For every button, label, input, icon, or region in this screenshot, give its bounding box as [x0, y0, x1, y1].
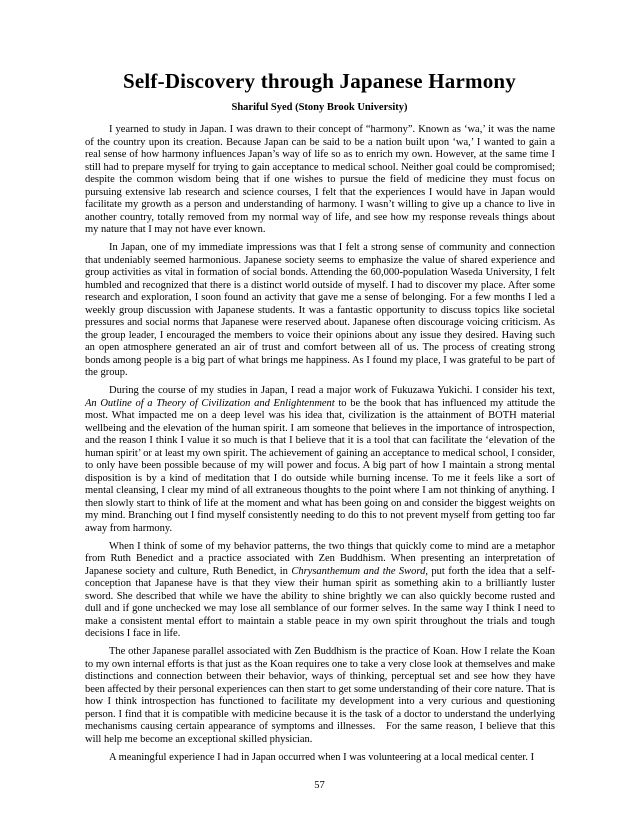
paragraph-text: , put forth the idea that a self-conception that Japanese have is that they view their human spirit as something akin to a brilliantly luster sword. She described that while we have the ability to shine brightly we can also quickly become rusted and dull and if gone unchecked we may lose all semblance of our former selves. In the same way I think I need to make a consistent mental effort to maintain a stable peace in my own spirit throughout the trials and tough decisions I face in life.: [85, 565, 555, 639]
paragraph-text: I yearned to study in Japan. I was drawn to their concept of “harmony”. Known as ‘wa,’ it was the name of the country upon its creation. Because Japan can be said to be a nation built upon ‘wa,’ I wanted to gain a real sense of how harmony influences Japan’s way of life so as to enrich my own. However, at the same time I still had to prepare myself for trying to gain acceptance to medical school. Neither goal could be compromised; despite the common wisdom being that if one wishes to pursue the field of medicine they must focus on pursuing extensive lab research and science courses, I felt that the experiences I would have in Japan would facilitate my growth as a person and understanding of harmony. I wasn’t willing to give up a chance to live in another country, totally removed from my normal way of life, and see how my response reveals things about my nature that I may not have ever known.: [85, 124, 555, 235]
document-body: [85, 124, 555, 770]
paragraph-text: The other Japanese parallel associated with Zen Buddhism is the practice of Koan. How I relate the Koan to my own internal efforts is that just as the Koan requires one to take a very close look at themselves and make distinctions and connection between their behavior, ways of thinking, perceptual set and see how they have been affected by their personal experiences can then start to get some understanding of their core nature. That is how I think introspection has functioned to facilitate my development into a very curious and questioning person. I find that it is compatible with medicine because it is the task of a doctor to understand the underlying mechanisms causing certain appearance of symptoms and illnesses. For the same reason, I believe that this will help me become an exceptional skilled physician.: [85, 646, 555, 745]
author-line: Shariful Syed (Stony Brook University): [231, 102, 408, 113]
paragraph-text: During the course of my studies in Japan, I read a major work of Fukuzawa Yukichi. I consider his text,: [109, 385, 555, 396]
paragraph-text: to be the book that has influenced my attitude the most. What impacted me on a deep level was his idea that, civilization is the attainment of BOTH material wellbeing and the elevation of the human spirit. I am someone that believes in the importance of introspection, and the reason I think I value it so much is that I believe that it is a tool that can facilitate the ‘elevation of the human spirit’ or at least my own spirit. The achievement of gaining an acceptance to medical school, I consider, to only have been possible because of my will power and focus. A big part of how I maintain a strong mental disposition is by a kind of meditation that I do outside while burning incense. To me it feels like a sort of mental cleansing, I clear my mind of all extraneous thoughts to the point where I am not thinking of anything. I then slowly start to think of life at the moment and what has been going on and consider the biggest weights on my mind. Branching out I find myself consistently needing to do this to not prevent myself from getting too far away from harmony.: [85, 397, 555, 534]
paragraph-3: [85, 385, 555, 535]
paragraph-text: In Japan, one of my immediate impressions was that I felt a strong sense of community and connection that undeniably seemed harmonious. Japanese society seems to emphasize the value of shared experience and group activities as vital in formation of social bonds. Attending the 60,000-population Waseda University, I felt humbled and recognized that there is a distinct world outside of myself. I had to discover my place. After some research and exploration, I soon found an activity that gave me a sense of belonging. For a few months I led a weekly group discussion with Japanese students. It was a fantastic opportunity to discuss topics like societal pressures and social norms that Japanese were reserved about. Japanese often discourage voicing criticism. As the group leader, I encouraged the members to voice their opinions about any issue they desired. Having such an open atmosphere generated an air of trust and comfort between all of us. The process of creating strong bonds among people is a big part of what brings me happiness. As I found my place, I was grateful to be part of the group.: [85, 242, 555, 378]
paragraph-5: [85, 646, 555, 746]
page-number: 57: [314, 780, 325, 791]
paragraph-4: [85, 541, 555, 641]
document-title: Self-Discovery through Japanese Harmony: [123, 69, 516, 93]
paragraph-1: [85, 124, 555, 237]
paragraph-text: A meaningful experience I had in Japan occurred when I was volunteering at a local medical center. I: [109, 751, 535, 763]
book-title-italic: An Outline of a Theory of Civilization and Enlightenment: [85, 397, 335, 409]
book-title-italic: Chrysanthemum and the Sword: [291, 565, 426, 577]
paragraph-text: When I think of some of my behavior patterns, the two things that quickly come to mind are a metaphor from Ruth Benedict and a practice associated with Zen Buddhism. When presenting an interpretation of Japanese society and culture, Ruth Benedict, in: [85, 540, 555, 577]
paragraph-6: [85, 752, 555, 765]
paragraph-2: [85, 242, 555, 380]
